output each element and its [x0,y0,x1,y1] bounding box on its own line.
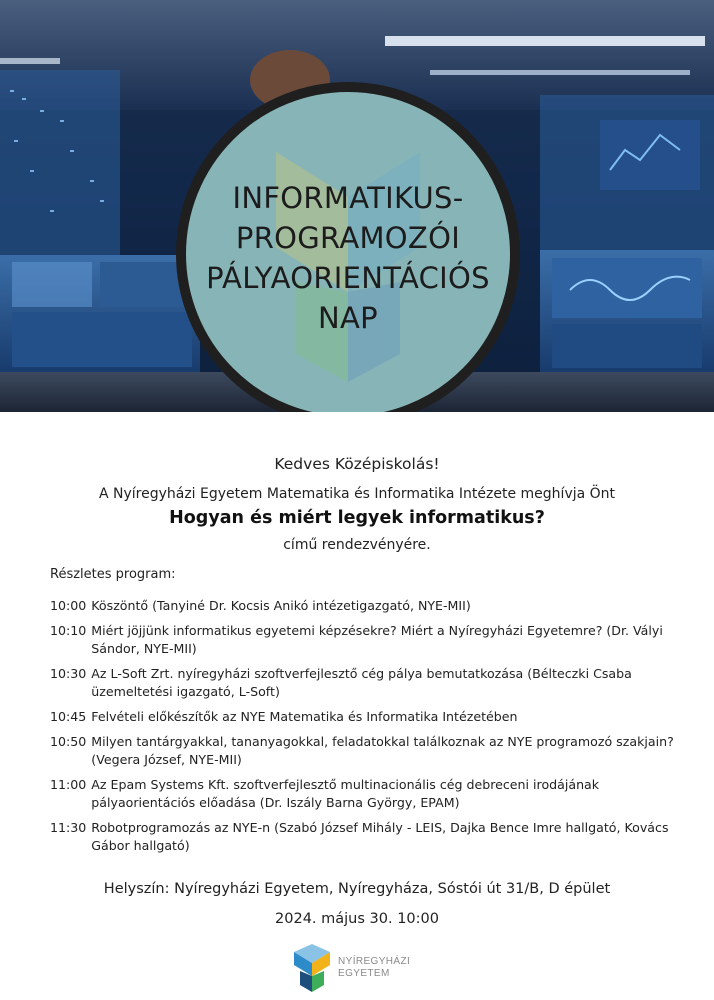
program-label: Részletes program: [50,567,176,582]
event-date: 2024. május 30. 10:00 [275,911,439,927]
headline-line-3: PÁLYAORIENTÁCIÓS [206,261,490,295]
greeting: Kedves Középiskolás! [274,455,440,473]
university-logo-text [338,956,410,980]
agenda-item [50,665,690,701]
agenda-time: 10:10 [50,623,87,638]
headline-line-2: PROGRAMOZÓI [235,221,461,255]
logo-line-2: EGYETEM [338,968,390,979]
agenda-text: Robotprogramozás az NYE-n (Szabó József Mihály - LEIS, Dajka Bence Imre hallgató, Kovács Gábor hallgató) [91,820,669,853]
agenda-time: 11:30 [50,820,87,835]
university-logo [290,942,430,996]
agenda-item [50,733,690,769]
agenda-time: 10:50 [50,734,87,749]
agenda-text: Az Epam Systems Kft. szoftverfejlesztő multinacionális cég debreceni irodájának pályaorientációs előadása (Dr. Iszály Barna György, EPAM) [91,777,600,810]
agenda-list [50,597,690,862]
event-suffix: című rendezvényére. [283,537,431,553]
agenda-time: 10:45 [50,709,87,724]
agenda-item [50,819,690,855]
agenda-time: 10:30 [50,666,87,681]
agenda-text: Miért jöjjünk informatikus egyetemi képzésekre? Miért a Nyíregyházi Egyetemre? (Dr. Vályi Sándor, NYE-MII) [91,623,663,656]
agenda-text: Az L-Soft Zrt. nyíregyházi szoftverfejlesztő cég pálya bemutatkozása (Bélteczki Csaba üzemeltetési igazgató, L-Soft) [91,666,632,699]
agenda-text: Milyen tantárgyakkal, tananyagokkal, feladatokkal találkoznak az NYE programozó szakjain? (Vegera József, NYE-MII) [91,734,674,767]
agenda-text: Felvételi előkészítők az NYE Matematika és Informatika Intézetében [91,709,518,724]
event-headline [186,178,510,338]
agenda-item [50,622,690,658]
agenda-item [50,776,690,812]
invitation-line: A Nyíregyházi Egyetem Matematika és Informatika Intézete meghívja Önt [98,486,616,502]
agenda-time: 11:00 [50,777,87,792]
agenda-text: Köszöntő (Tanyiné Dr. Kocsis Anikó intézetigazgató, NYE-MII) [91,598,471,613]
agenda-item [50,597,690,615]
hero-image [0,0,714,412]
event-title: Hogyan és miért legyek informatikus? [169,508,545,528]
headline-line-4: NAP [318,301,378,335]
agenda-time: 10:00 [50,598,87,613]
logo-line-1: NYÍREGYHÁZI [338,956,411,967]
university-logo-icon [290,944,334,994]
agenda-item [50,708,690,726]
event-location: Helyszín: Nyíregyházi Egyetem, Nyíregyháza, Sóstói út 31/B, D épület [103,881,611,897]
headline-line-1: INFORMATIKUS- [232,181,464,215]
title-badge [176,82,520,412]
